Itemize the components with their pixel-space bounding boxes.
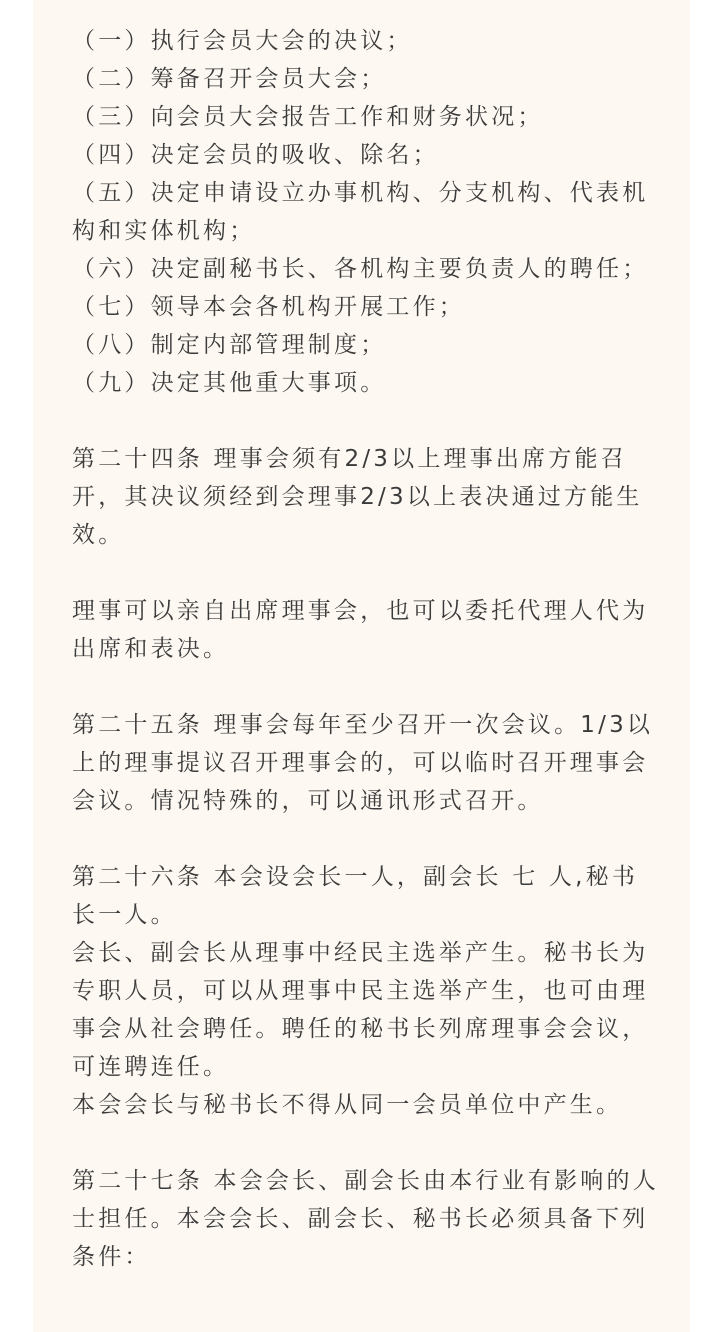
article-26-para-1: 第二十六条 本会设会长一人，副会长 七 人,秘书长一人。 <box>72 864 639 928</box>
article-27-text: 第二十七条 本会会长、副会长由本行业有影响的人士担任。本会会长、副会长、秘书长必须具备下列条件： <box>72 1168 659 1270</box>
article-24-text: 第二十四条 理事会须有2/3以上理事出席方能召开，其决议须经到会理事2/3以上表决通过方能生效。 <box>72 446 643 548</box>
document-body <box>72 22 662 1276</box>
duty-item: （七）领导本会各机构开展工作； <box>72 294 465 320</box>
duty-item: （一）执行会员大会的决议； <box>72 28 413 54</box>
duty-item: （九）决定其他重大事项。 <box>72 370 387 396</box>
article-25 <box>72 706 662 820</box>
duty-item: （五）决定申请设立办事机构、分支机构、代表机构和实体机构； <box>72 180 649 244</box>
article-25-text: 第二十五条 理事会每年至少召开一次会议。1/3以上的理事提议召开理事会的，可以临时召开理事会会议。情况特殊的，可以通讯形式召开。 <box>72 712 654 814</box>
duty-item: （二）筹备召开会员大会； <box>72 66 387 92</box>
duty-item: （六）决定副秘书长、各机构主要负责人的聘任； <box>72 256 649 282</box>
duty-item: （八）制定内部管理制度； <box>72 332 387 358</box>
duty-list <box>72 22 662 402</box>
article-24-note <box>72 592 662 668</box>
article-26 <box>72 858 662 1124</box>
duty-item: （四）决定会员的吸收、除名； <box>72 142 439 168</box>
duty-item: （三）向会员大会报告工作和财务状况； <box>72 104 544 130</box>
article-24 <box>72 440 662 554</box>
article-26-para-2: 会长、副会长从理事中经民主选举产生。秘书长为专职人员，可以从理事中民主选举产生，也可由理事会从社会聘任。聘任的秘书长列席理事会会议，可连聘连任。 <box>72 940 649 1080</box>
article-27 <box>72 1162 662 1276</box>
article-24-note-text: 理事可以亲自出席理事会，也可以委托代理人代为出席和表决。 <box>72 598 649 662</box>
article-26-para-3: 本会会长与秘书长不得从同一会员单位中产生。 <box>72 1092 623 1118</box>
